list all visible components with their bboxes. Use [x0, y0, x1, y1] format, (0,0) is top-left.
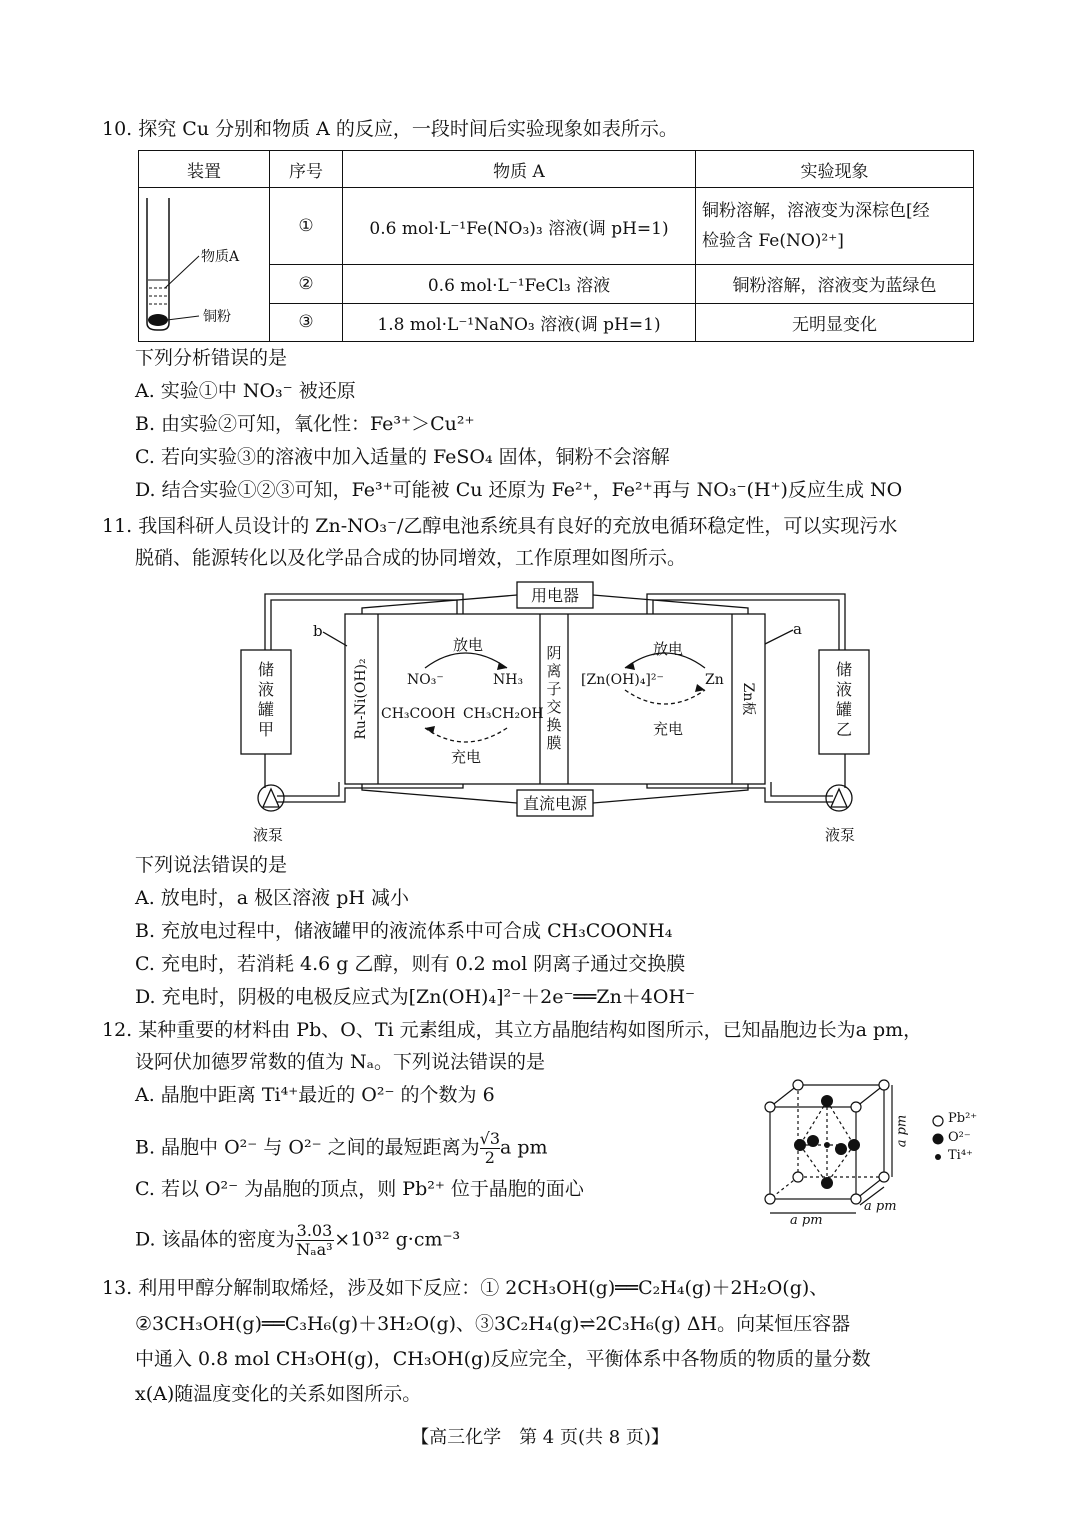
legend-pb: Pb²⁺ [948, 1111, 978, 1126]
q13-line-4: x(A)随温度变化的关系如图所示。 [135, 1383, 422, 1405]
q11-option-c: C. 充电时，若消耗 4.6 g 乙醇，则有 0.2 mol 阴离子通过交换膜 [135, 953, 686, 975]
th-substance: 物质 A [343, 151, 696, 188]
row1-no: ① [270, 188, 343, 265]
row1-phen-line2: 检验含 Fe(NO)²⁺] [702, 231, 844, 251]
dc-source-label: 直流电源 [522, 794, 587, 813]
membrane-label: 阴离子交换膜 [546, 644, 562, 752]
charge-left: 充电 [451, 748, 482, 766]
q10-option-c: C. 若向实验③的溶液中加入适量的 FeSO₄ 固体，铜粉不会溶解 [135, 446, 670, 468]
electrode-a-label: a [793, 620, 802, 638]
q13-line-3: 中通入 0.8 mol CH₃OH(g)，CH₃OH(g)反应完全，平衡体系中各物质的物质的量分数 [135, 1348, 871, 1370]
row3-substance: 1.8 mol·L⁻¹NaNO₃ 溶液(调 pH=1) [343, 303, 696, 342]
row2-phenomenon: 铜粉溶解，溶液变为蓝绿色 [696, 265, 974, 304]
tank-left-label: 储液罐甲 [257, 660, 274, 739]
q10-option-d: D. 结合实验①②③可知，Fe³⁺可能被 Cu 还原为 Fe²⁺，Fe²⁺再与 NO₃⁻(H⁺)反应生成 NO [135, 479, 903, 501]
species-nh3: NH₃ [493, 672, 524, 688]
q12-b-prefix: B. 晶胞中 O²⁻ 与 O²⁻ 之间的最短距离为 [135, 1136, 480, 1159]
electrode-b-label: b [313, 622, 323, 640]
electrode-a-material: Zn板 [740, 682, 756, 716]
q12-option-d [135, 1222, 460, 1259]
edge-horizontal-label: a pm [790, 1213, 823, 1228]
q12-d-denominator: Nₐa³ [296, 1240, 333, 1259]
species-zn-oh4: [Zn(OH)₄]²⁻ [581, 672, 664, 688]
discharge-left: 放电 [453, 636, 484, 654]
q11-prompt: 下列说法错误的是 [135, 854, 288, 876]
q13-line-2: ②3CH₃OH(g)══C₃H₆(g)＋3H₂O(g)、③3C₂H₄(g)⇌2C₃H₆(g) ΔH。向某恒压容器 [135, 1313, 851, 1335]
edge-vertical-label: a pm [894, 1114, 910, 1148]
th-phenomenon: 实验现象 [696, 151, 974, 188]
q12-stem-2: 设阿伏加德罗常数的值为 Nₐ。下列说法错误的是 [135, 1051, 545, 1073]
q12-b-numerator: √3 [479, 1129, 501, 1148]
q12-option-c: C. 若以 O²⁻ 为晶胞的顶点，则 Pb²⁺ 位于晶胞的面心 [135, 1178, 584, 1200]
q12-b-suffix: a pm [500, 1136, 548, 1159]
legend-o: O²⁻ [948, 1130, 971, 1145]
q12-option-b [135, 1130, 548, 1167]
species-no3: NO₃⁻ [407, 672, 444, 688]
q12-b-fraction [480, 1130, 500, 1167]
q10-option-b: B. 由实验②可知，氧化性：Fe³⁺＞Cu²⁺ [135, 413, 475, 435]
page-footer: 【高三化学 第 4 页(共 8 页)】 [411, 1427, 669, 1448]
row1-phen-line1: 铜粉溶解，溶液变为深棕色[经 [702, 201, 930, 221]
electrode-b-material: Ru-Ni(OH)₂ [353, 658, 369, 740]
apparatus-cell [139, 188, 270, 342]
q12-d-prefix: D. 该晶体的密度为 [135, 1228, 295, 1251]
charge-right: 充电 [653, 720, 684, 738]
row2-no: ② [270, 265, 343, 304]
q11-option-a: A. 放电时，a 极区溶液 pH 减小 [135, 887, 409, 909]
pump-left-label: 液泵 [253, 826, 284, 844]
pump-right-label: 液泵 [825, 826, 856, 844]
th-apparatus: 装置 [139, 151, 270, 188]
species-ethanol: CH₃CH₂OH [463, 706, 544, 722]
label-cu-powder: 铜粉 [203, 309, 231, 325]
q10-option-a: A. 实验①中 NO₃⁻ 被还原 [135, 380, 356, 402]
tank-right-label: 储液罐乙 [835, 660, 852, 739]
row3-phenomenon: 无明显变化 [696, 303, 974, 342]
q13-line-1: 13. 利用甲醇分解制取烯烃，涉及如下反应：① 2CH₃OH(g)══C₂H₄(g)＋2H₂O(g)、 [102, 1277, 829, 1299]
q11-stem-1: 11. 我国科研人员设计的 Zn-NO₃⁻/乙醇电池系统具有良好的充放电循环稳定性，可以实现污水 [102, 515, 898, 537]
q11-option-d: D. 充电时，阴极的电极反应式为[Zn(OH)₄]²⁻＋2e⁻══Zn＋4OH⁻ [135, 986, 696, 1008]
q11-stem-2: 脱硝、能源转化以及化学品合成的协同增效，工作原理如图所示。 [135, 547, 687, 569]
q11-option-b: B. 充放电过程中，储液罐甲的液流体系中可合成 CH₃COONH₄ [135, 920, 673, 942]
q12-b-denominator: 2 [484, 1148, 495, 1167]
q12-d-numerator: 3.03 [296, 1221, 333, 1240]
row1-substance: 0.6 mol·L⁻¹Fe(NO₃)₃ 溶液(调 pH=1) [343, 188, 696, 265]
th-no: 序号 [270, 151, 343, 188]
crystal-cell-figure [760, 1075, 990, 1230]
q12-d-suffix: ×10³² g·cm⁻³ [334, 1228, 461, 1251]
q12-option-a: A. 晶胞中距离 Ti⁴⁺最近的 O²⁻ 的个数为 6 [135, 1084, 495, 1106]
row2-substance: 0.6 mol·L⁻¹FeCl₃ 溶液 [343, 265, 696, 304]
appliance-label: 用电器 [530, 586, 579, 605]
row1-phenomenon [696, 188, 974, 265]
q10-stem: 10. 探究 Cu 分别和物质 A 的反应，一段时间后实验现象如表所示。 [102, 118, 678, 140]
edge-depth-label: a pm [864, 1199, 897, 1214]
species-ch3cooh: CH₃COOH [381, 706, 456, 722]
legend-ti: Ti⁴⁺ [948, 1148, 973, 1163]
q12-d-fraction [295, 1222, 335, 1259]
q10-prompt: 下列分析错误的是 [135, 347, 288, 369]
species-zn: Zn [705, 672, 724, 688]
label-substance-a: 物质A [201, 249, 240, 265]
discharge-right: 放电 [653, 640, 684, 658]
q12-stem-1: 12. 某种重要的材料由 Pb、O、Ti 元素组成，其立方晶胞结构如图所示，已知晶胞边长为a pm， [102, 1019, 923, 1041]
row3-no: ③ [270, 303, 343, 342]
battery-diagram [235, 578, 875, 848]
q10-table [138, 150, 974, 342]
